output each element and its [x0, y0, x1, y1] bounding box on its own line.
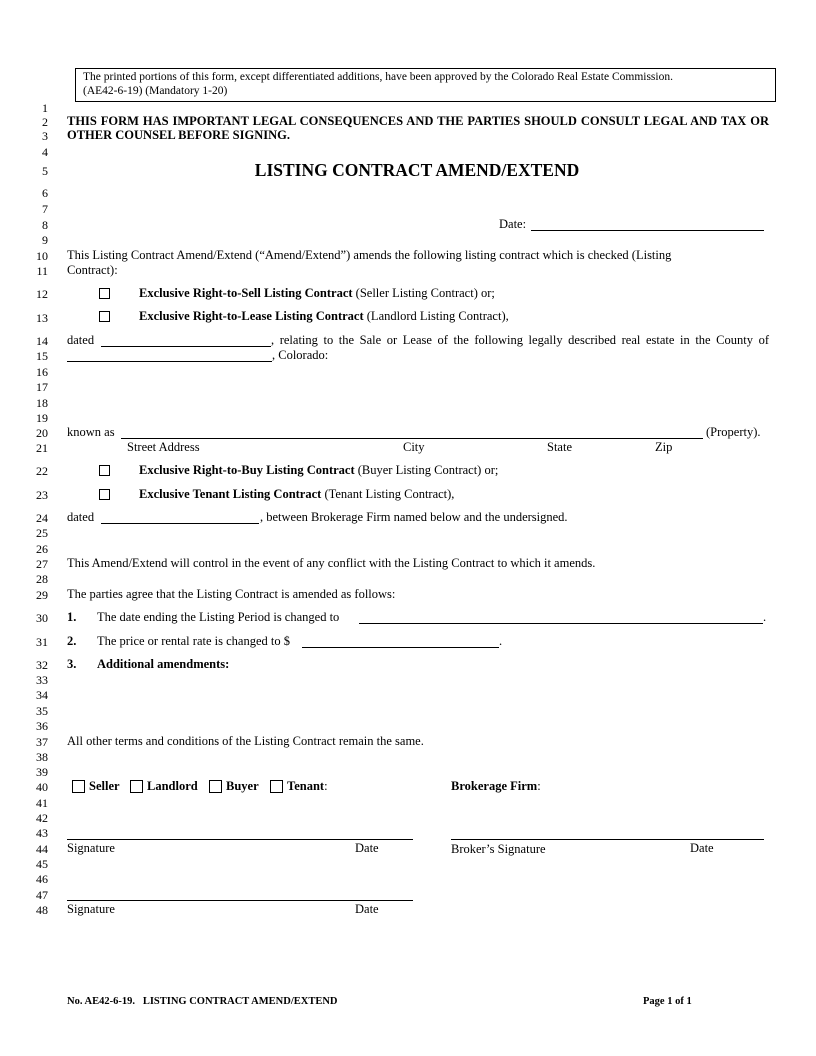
line-number: 17: [36, 380, 48, 394]
item-1-period: .: [763, 610, 767, 624]
line-number: 14: [36, 334, 48, 348]
item-2-number: 2.: [67, 634, 77, 648]
line-number: 12: [36, 287, 48, 301]
right-to-lease-checkbox[interactable]: [99, 311, 110, 322]
legal-warning-line1: THIS FORM HAS IMPORTANT LEGAL CONSEQUENCES AND THE PARTIES SHOULD CONSULT LEGAL AND TAX OR: [67, 114, 769, 128]
line-number: 32: [36, 658, 48, 672]
right-to-buy-desc: (Buyer Listing Contract) or;: [354, 463, 499, 477]
line-number: 36: [36, 719, 48, 733]
intro-line1: This Listing Contract Amend/Extend (“Amend/Extend”) amends the following listing contract which is checked (Listing: [67, 248, 672, 262]
dated-label-1: dated: [67, 333, 95, 347]
signature-date-caption-2: Date: [355, 902, 379, 916]
item-2-period: .: [499, 634, 503, 648]
line-number: 20: [36, 426, 48, 440]
tenant-listing-desc: (Tenant Listing Contract),: [321, 487, 455, 501]
approval-notice-box: [75, 68, 776, 102]
listing-date-field-1[interactable]: [101, 346, 271, 347]
item-1-text: The date ending the Listing Period is changed to: [97, 610, 340, 624]
right-to-sell-desc: (Seller Listing Contract) or;: [352, 286, 495, 300]
line-number: 37: [36, 735, 48, 749]
signature-caption-1: Signature: [67, 841, 115, 855]
line-number: 25: [36, 526, 48, 540]
landlord-label: Landlord: [147, 779, 198, 793]
signature-caption-2: Signature: [67, 902, 115, 916]
line-number: 18: [36, 396, 48, 410]
property-address-field[interactable]: [121, 438, 703, 439]
seller-label: Seller: [89, 779, 120, 793]
remain-paragraph: All other terms and conditions of the Listing Contract remain the same.: [67, 734, 424, 748]
line-number: 40: [36, 780, 48, 794]
line-number: 23: [36, 488, 48, 502]
line-number: 21: [36, 441, 48, 455]
right-to-buy-option: [139, 463, 498, 478]
known-as-label: known as: [67, 425, 115, 439]
date-label: Date:: [499, 217, 527, 231]
right-to-lease-desc: (Landlord Listing Contract),: [363, 309, 509, 323]
signature-line-2[interactable]: [67, 900, 413, 901]
signature-date-caption-1: Date: [355, 841, 379, 855]
line-number: 28: [36, 572, 48, 586]
listing-period-end-field[interactable]: [359, 623, 763, 624]
line-number: 5: [42, 164, 48, 178]
line-number: 7: [42, 202, 48, 216]
line-number: 2: [42, 115, 48, 129]
between-text: , between Brokerage Firm named below and the undersigned.: [260, 510, 568, 524]
legal-warning-line2: OTHER COUNSEL BEFORE SIGNING.: [67, 128, 290, 142]
right-to-sell-option: [139, 286, 495, 301]
listing-date-field-2[interactable]: [101, 523, 259, 524]
line-number: 30: [36, 611, 48, 625]
line-number: 16: [36, 365, 48, 379]
line-number: 35: [36, 704, 48, 718]
price-field[interactable]: [302, 647, 499, 648]
form-number-mandatory: (AE42-6-19) (Mandatory 1-20): [83, 85, 228, 97]
line-number: 3: [42, 129, 48, 143]
tenant-label: Tenant: [287, 779, 325, 793]
line-number: 48: [36, 903, 48, 917]
buyer-checkbox[interactable]: [209, 780, 222, 793]
zip-caption: Zip: [655, 440, 673, 454]
line-number: 29: [36, 588, 48, 602]
line-number: 26: [36, 542, 48, 556]
tenant-checkbox[interactable]: [270, 780, 283, 793]
right-to-lease-label: Exclusive Right-to-Lease Listing Contract: [139, 309, 364, 323]
footer-form-id: No. AE42-6-19. LISTING CONTRACT AMEND/EXTEND: [67, 996, 338, 1007]
brokerage-firm: Brokerage Firm:: [451, 779, 541, 793]
line-number: 13: [36, 311, 48, 325]
line-number: 10: [36, 249, 48, 263]
line-number: 34: [36, 688, 48, 702]
property-suffix: (Property).: [706, 425, 761, 439]
state-caption: State: [547, 440, 572, 454]
colorado-label: , Colorado:: [272, 348, 329, 362]
item-3-number: 3.: [67, 657, 77, 671]
intro-line2: Contract):: [67, 263, 118, 277]
agree-paragraph: The parties agree that the Listing Contract is amended as follows:: [67, 587, 396, 601]
line-number: 41: [36, 796, 48, 810]
line-number: 19: [36, 411, 48, 425]
footer-page-number: Page 1 of 1: [643, 996, 692, 1007]
line-number: 11: [36, 264, 48, 278]
line-number: 47: [36, 888, 48, 902]
brokerage-firm-label: Brokerage Firm: [451, 779, 538, 793]
line-number: 8: [42, 218, 48, 232]
item-2-text: The price or rental rate is changed to $: [97, 634, 290, 648]
tenant-listing-label: Exclusive Tenant Listing Contract: [139, 487, 322, 501]
line-number: 1: [42, 101, 48, 115]
right-to-sell-label: Exclusive Right-to-Sell Listing Contract: [139, 286, 353, 300]
control-paragraph: This Amend/Extend will control in the event of any conflict with the Listing Contract to which it amends.: [67, 556, 596, 570]
county-field[interactable]: [67, 361, 272, 362]
line-number: 6: [42, 186, 48, 200]
item-3-heading: Additional amendments:: [97, 657, 230, 671]
tenant-listing-option: [139, 487, 454, 502]
right-to-buy-checkbox[interactable]: [99, 465, 110, 476]
line-number: 4: [42, 145, 48, 159]
line-number: 33: [36, 673, 48, 687]
line-number: 31: [36, 635, 48, 649]
form-title: LISTING CONTRACT AMEND/EXTEND: [254, 160, 580, 180]
buyer-label: Buyer: [226, 779, 259, 793]
line-number: 45: [36, 857, 48, 871]
line-number: 38: [36, 750, 48, 764]
right-to-lease-option: [139, 309, 509, 324]
line-number: 43: [36, 826, 48, 840]
dated-label-2: dated: [67, 510, 95, 524]
approval-notice-text: The printed portions of this form, except differentiated additions, have been approved by the Colorado Real Estate Commission.: [83, 71, 673, 83]
street-address-caption: Street Address: [127, 440, 200, 454]
broker-date-caption: Date: [690, 841, 714, 855]
city-caption: City: [403, 440, 425, 454]
relating-text: , relating to the Sale or Lease of the following legally described real estate in the County of: [271, 333, 769, 347]
line-number: 9: [42, 233, 48, 247]
seller-checkbox[interactable]: [72, 780, 85, 793]
line-number: 46: [36, 872, 48, 886]
line-number: 44: [36, 842, 48, 856]
line-number: 27: [36, 557, 48, 571]
right-to-sell-checkbox[interactable]: [99, 288, 110, 299]
date-field[interactable]: [531, 230, 764, 231]
line-number: 22: [36, 464, 48, 478]
line-number: 42: [36, 811, 48, 825]
broker-signature-caption: Broker’s Signature: [451, 842, 546, 856]
broker-signature-line[interactable]: [451, 839, 764, 840]
signature-line-1[interactable]: [67, 839, 413, 840]
tenant-party: Tenant:: [287, 779, 328, 793]
tenant-listing-checkbox[interactable]: [99, 489, 110, 500]
line-number: 24: [36, 511, 48, 525]
item-1-number: 1.: [67, 610, 77, 624]
landlord-checkbox[interactable]: [130, 780, 143, 793]
right-to-buy-label: Exclusive Right-to-Buy Listing Contract: [139, 463, 355, 477]
line-number: 15: [36, 349, 48, 363]
line-number: 39: [36, 765, 48, 779]
